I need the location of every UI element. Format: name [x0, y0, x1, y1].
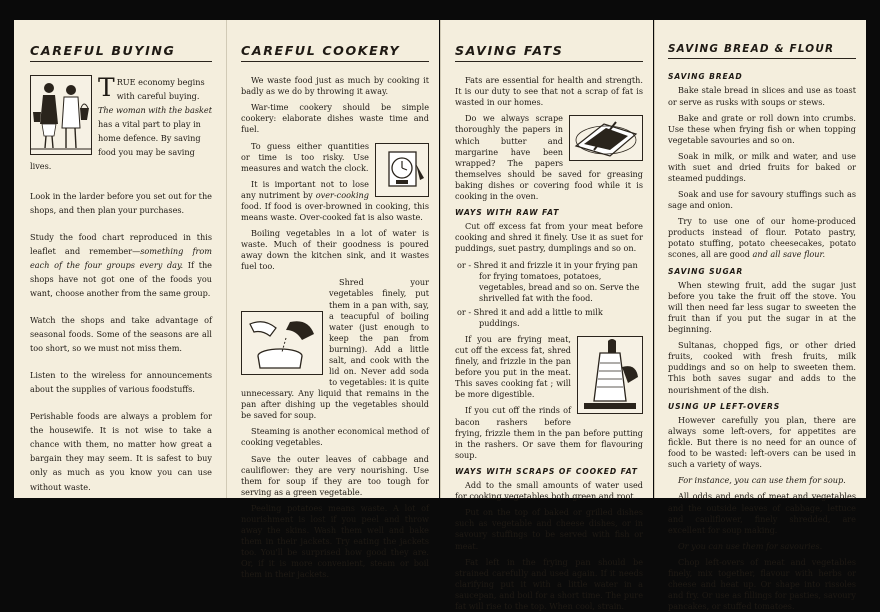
- paragraph: Sultanas, chopped figs, or other dried fruits, cooked with fresh fruits, milk puddings and so on help to sweeten them. This both saves sugar and adds to the nourishment of the dish.: [668, 340, 856, 395]
- list-item: or - Shred it and add a little to milk puddings.: [457, 306, 603, 328]
- paragraph: Look in the larder before you set out for the shops, and then plan your purchases.: [30, 191, 212, 216]
- illustration-pouring-pan-icon: [241, 311, 323, 375]
- paragraph: Add to the small amounts of water used for cooking vegetables both green and root.: [455, 480, 643, 502]
- paragraph: We waste food just as much by cooking it badly as we do by throwing it away.: [241, 75, 429, 97]
- paragraph: Watch the shops and take advantage of seasonal foods. Some of the seasons are all too short, so we must not miss them.: [30, 315, 212, 354]
- paragraph: Fat left in the frying pan should be strained carefully and used again. If it needs clarifying put it with a little water in a saucepan, and boil for a short time. The pure fat will rise to the top. When cool, strain.: [455, 556, 643, 611]
- paragraph: However carefully you plan, there are always some left-overs, for appetites are fickle. But there is no need for an ounce of food to be wasted: left-overs can be used in such a variety of ways.: [668, 414, 856, 470]
- panel-careful-cookery: [227, 20, 439, 580]
- panel-saving-bread-flour: [655, 20, 866, 612]
- tip-italic: For instance, you can use them for soup.: [678, 475, 846, 486]
- text: Study the food chart reproduced in this leaflet and remember—: [30, 232, 212, 257]
- drop-cap: T: [98, 73, 115, 103]
- paragraph: Perishable foods are always a problem for the housewife. It is not wise to take a chance with them, no matter how great a bargain they may seem. It is safest to buy only as much as you know you can use without waste.: [30, 411, 212, 492]
- text: If the shops have not got one of the foods you want, choose another from the same group.: [30, 260, 212, 299]
- section-title: SAVING BREAD & FLOUR: [668, 42, 856, 59]
- paragraph: [30, 230, 212, 300]
- paragraph: Peeling potatoes means waste. A lot of nourishment is lost if you peel and throw away the skins. Wash them well and bake them in their jackets. Try eating the jackets too. You'll be surprised how good they are. Or, if it is more convenient, steam or boil them in their jackets.: [241, 502, 429, 580]
- section-title: SAVING FATS: [455, 42, 643, 62]
- paragraph: Steaming is another economical method of cooking vegetables.: [241, 426, 429, 448]
- panel-saving-fats: [441, 20, 653, 611]
- paragraph: Cut off excess fat from your meat before cooking and shred it finely. Use it as suet for puddings, suet pastry, dumplings and so on.: [455, 221, 643, 254]
- paragraph: Shred your vegetables finely, put them in a pan with, say, a teacupful of boiling water (just enough to keep the pan from burning). Add a little salt, and cook with the lid on. Never add soda to vegetables: it is quite unnecessary. Any liquid that remains in the pan after dishing up the vegetables should be saved for soup.: [241, 277, 429, 421]
- paragraph: Bake stale bread in slices and use as toast or serve as rusks with soups or stews.: [668, 85, 856, 107]
- illustration-clock-icon: [375, 143, 429, 197]
- subheading: SAVING SUGAR: [668, 266, 744, 276]
- emphasis: over-cooking: [315, 189, 369, 200]
- panel-careful-buying: [14, 20, 226, 498]
- paragraph: If you are frying meat, cut off the excess fat, shred finely, and frizzle in the pan before you put in the meat. This saves cooking fat ; will be more digestible.: [455, 334, 571, 400]
- intro-emphasis: The woman with the basket: [98, 105, 212, 116]
- illustration-women-shopping: [30, 75, 92, 155]
- subheading: WAYS WITH SCRAPS OF COOKED FAT: [455, 466, 638, 476]
- paragraph: Put on the top of baked or grilled dishes such as vegetable and cheese dishes, or in savoury stuffings to be served with fish or meat.: [455, 507, 643, 551]
- paragraph: War-time cookery should be simple cookery: elaborate dishes waste time and fuel.: [241, 102, 429, 135]
- intro-text-tail: has a vital part to play in home defence. By saving food you may be saving lives.: [30, 119, 201, 172]
- section-title: CAREFUL BUYING: [30, 42, 212, 62]
- paragraph: Bake and grate or roll down into crumbs. Use these when frying fish or when topping vegetable savouries and so on.: [668, 112, 856, 145]
- paragraph: When stewing fruit, add the sugar just before you take the fruit off the stove. You will then need far less sugar to sweeten the fruit than if you put the sugar in at the beginning.: [668, 279, 856, 335]
- illustration-grater-icon: [577, 336, 643, 414]
- paragraph: Chop left-overs of meat and vegetables finely, mix together, flavour with herbs or cheese and heat up. Or shape into rissoles and fry. Or use as fillings for pasties, savoury pancakes, or stuffed tomatoes.: [668, 556, 856, 612]
- paragraph: To guess either quantities or time is too risky. Use measures and watch the clock.: [241, 140, 369, 173]
- subheading: SAVING BREAD: [668, 72, 743, 82]
- emphasis: something from each of the four groups every day.: [30, 246, 212, 271]
- subheading: WAYS WITH RAW FAT: [455, 207, 560, 217]
- paragraph: Boiling vegetables in a lot of water is waste. Much of their goodness is poured away down the kitchen sink, and it wastes fuel too.: [241, 228, 429, 272]
- paragraph: If you cut off the rinds of bacon rashers before frying, frizzle them in the pan before putting in the rashers. Or save them for flavouring soup.: [455, 405, 643, 460]
- list-item: or - Shred it and frizzle it in your frying pan for frying tomatoes, potatoes, vegetables, bread and so on. Serve the shrivelled fat with the food.: [457, 259, 640, 303]
- paragraph: Soak and use for savoury stuffings such as sage and onion.: [668, 189, 856, 211]
- intro-text: RUE economy begins with careful buying.: [116, 77, 205, 102]
- paragraph: Save the outer leaves of cabbage and cauliflower: they are very nourishing. Use them for soup if they are too tough for serving as a green vegetable.: [241, 453, 429, 497]
- subheading: USING UP LEFT-OVERS: [668, 401, 781, 411]
- paragraph: All odds and ends of meat and vegetables and the outside leaves of cabbage, lettuce and cauliflower, finely shredded, are excellent for soup making.: [668, 491, 856, 535]
- text: It is important not to lose any nutriment by: [241, 178, 369, 200]
- paragraph: Listen to the wireless for announcements about the supplies of various foodstuffs.: [30, 370, 212, 395]
- tip-italic: Or you can use them for savouries.: [678, 540, 823, 551]
- emphasis: and all save flour.: [752, 249, 826, 260]
- paragraph: Do we always scrape thoroughly the papers in which butter and margarine have been wrapped? The papers themselves should be saved for greasing baking dishes or covering food while it is cooking in the oven.: [455, 113, 643, 201]
- alternatives-list: [455, 260, 643, 329]
- illustration-butter-paper-icon: [569, 115, 643, 161]
- paragraph: Soak in milk, or milk and water, and use with suet and dried fruits for baked or steamed puddings.: [668, 150, 856, 183]
- section-title: CAREFUL COOKERY: [241, 42, 429, 62]
- paragraph: Fats are essential for health and strength. It is our duty to see that not a scrap of fat is wasted in our homes.: [455, 75, 643, 108]
- paragraph: [668, 216, 856, 260]
- text: food. If food is over-browned in cooking, this means waste. Over-cooked fat is also waste.: [241, 200, 429, 222]
- text: Try to use one of our home-produced products instead of flour. Potato pastry, potato stuffing, potato cheesecakes, potato scones, all are good: [668, 216, 856, 260]
